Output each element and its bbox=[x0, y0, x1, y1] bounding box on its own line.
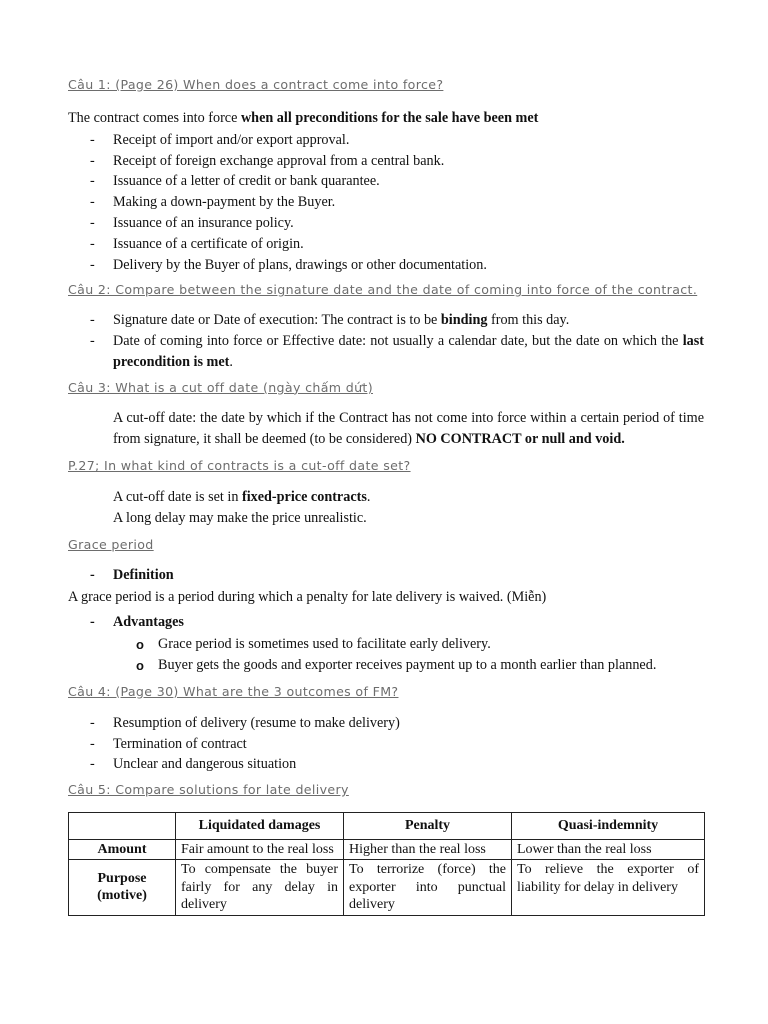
p27-line1 bbox=[68, 487, 704, 508]
list-item bbox=[68, 331, 704, 373]
grace-heading: Grace period bbox=[68, 536, 154, 552]
q2-item2-bold: last precondition is met bbox=[113, 333, 704, 370]
table-row bbox=[69, 860, 705, 916]
list-item: - Issuance of a letter of credit or bank quarantee. bbox=[68, 171, 704, 192]
list-item: o Grace period is sometimes used to facilitate early delivery. bbox=[68, 634, 704, 655]
table-header-cell: Quasi-indemnity bbox=[512, 813, 705, 840]
list-item: - Receipt of import and/or export approval. bbox=[68, 130, 704, 151]
table-header-cell: Liquidated damages bbox=[176, 813, 344, 840]
q3-definition-bold: NO CONTRACT or null and void. bbox=[415, 430, 625, 447]
table-cell: To relieve the exporter of liability for delay in delivery bbox=[512, 860, 705, 916]
p27-line1-text: A cut-off date is set in bbox=[113, 489, 242, 506]
p27-line1-bold: fixed-price contracts bbox=[241, 489, 367, 506]
table-header-cell bbox=[69, 813, 176, 840]
q1-heading: Câu 1: (Page 26) When does a contract come into force? bbox=[68, 77, 444, 92]
list-item: - Delivery by the Buyer of plans, drawings or other documentation. bbox=[68, 255, 704, 276]
table-header-cell: Penalty bbox=[344, 813, 512, 840]
q2-heading: Câu 2: Compare between the signature date and the date of coming into force of the contract. bbox=[68, 282, 698, 298]
q3-text bbox=[68, 408, 704, 450]
grace-definition-text: A grace period is a period during which a penalty for late delivery is waived. (Miễn) bbox=[68, 588, 547, 605]
table-cell: Lower than the real loss bbox=[512, 839, 705, 860]
list-item: - Receipt of foreign exchange approval from a central bank. bbox=[68, 151, 704, 172]
q3-definition: A cut-off date: the date by which if the Contract has not come into force within a certain period of time from signature, it shall be deemed (to be considered) bbox=[113, 409, 704, 447]
q5-heading: Câu 5: Compare solutions for late delivery bbox=[68, 782, 349, 798]
q1-intro bbox=[68, 108, 704, 129]
table-row bbox=[69, 839, 705, 860]
table-cell: To terrorize (force) the exporter into punctual delivery bbox=[344, 860, 512, 916]
table-header-row bbox=[69, 813, 705, 840]
q1-intro-bold: when all preconditions for the sale have been met bbox=[240, 110, 539, 126]
q2-item1-bold: binding bbox=[440, 312, 488, 329]
list-item: - Unclear and dangerous situation bbox=[68, 754, 704, 775]
row-header-cell: Purpose (motive) bbox=[69, 860, 176, 916]
list-item: - Termination of contract bbox=[68, 734, 704, 755]
q2-item1-end: from this day. bbox=[487, 312, 570, 329]
list-item bbox=[68, 310, 704, 331]
grace-advantages-items bbox=[68, 634, 704, 676]
q1-intro-text: The contract comes into force bbox=[68, 110, 241, 126]
list-item: - Making a down-payment by the Buyer. bbox=[68, 192, 704, 213]
advantages-label: - Advantages bbox=[68, 611, 704, 634]
grace-advantages-list bbox=[68, 611, 704, 634]
table-cell: Fair amount to the real loss bbox=[176, 839, 344, 860]
late-delivery-table bbox=[68, 812, 705, 916]
q4-heading: Câu 4: (Page 30) What are the 3 outcomes of FM? bbox=[68, 683, 399, 699]
grace-definition-list bbox=[68, 564, 704, 587]
q4-list bbox=[68, 713, 704, 775]
q2-item2-end: . bbox=[229, 353, 233, 370]
list-item: - Issuance of an insurance policy. bbox=[68, 213, 704, 234]
table-cell: To compensate the buyer fairly for any delay in delivery bbox=[176, 860, 344, 916]
table-cell: Higher than the real loss bbox=[344, 839, 512, 860]
list-item: - Resumption of delivery (resume to make delivery) bbox=[68, 713, 704, 734]
p27-heading: P.27; In what kind of contracts is a cut-off date set? bbox=[68, 458, 411, 474]
p27-line2: A long delay may make the price unrealistic. bbox=[113, 510, 367, 527]
p27-line1-end: . bbox=[366, 489, 371, 506]
q2-item1-text: Signature date or Date of execution: The contract is to be bbox=[113, 312, 441, 329]
list-item: - Issuance of a certificate of origin. bbox=[68, 234, 704, 255]
q2-list bbox=[68, 310, 704, 372]
definition-label: - Definition bbox=[68, 564, 704, 587]
q1-list bbox=[68, 130, 704, 276]
q2-item2-text: Date of coming into force or Effective date: not usually a calendar date, but the date on which the bbox=[113, 333, 683, 350]
document-page bbox=[68, 70, 704, 916]
row-header-cell: Amount bbox=[69, 839, 176, 860]
q3-heading: Câu 3: What is a cut off date (ngày chấm dứt) bbox=[68, 379, 373, 395]
list-item: o Buyer gets the goods and exporter receives payment up to a month earlier than planned. bbox=[68, 655, 704, 676]
